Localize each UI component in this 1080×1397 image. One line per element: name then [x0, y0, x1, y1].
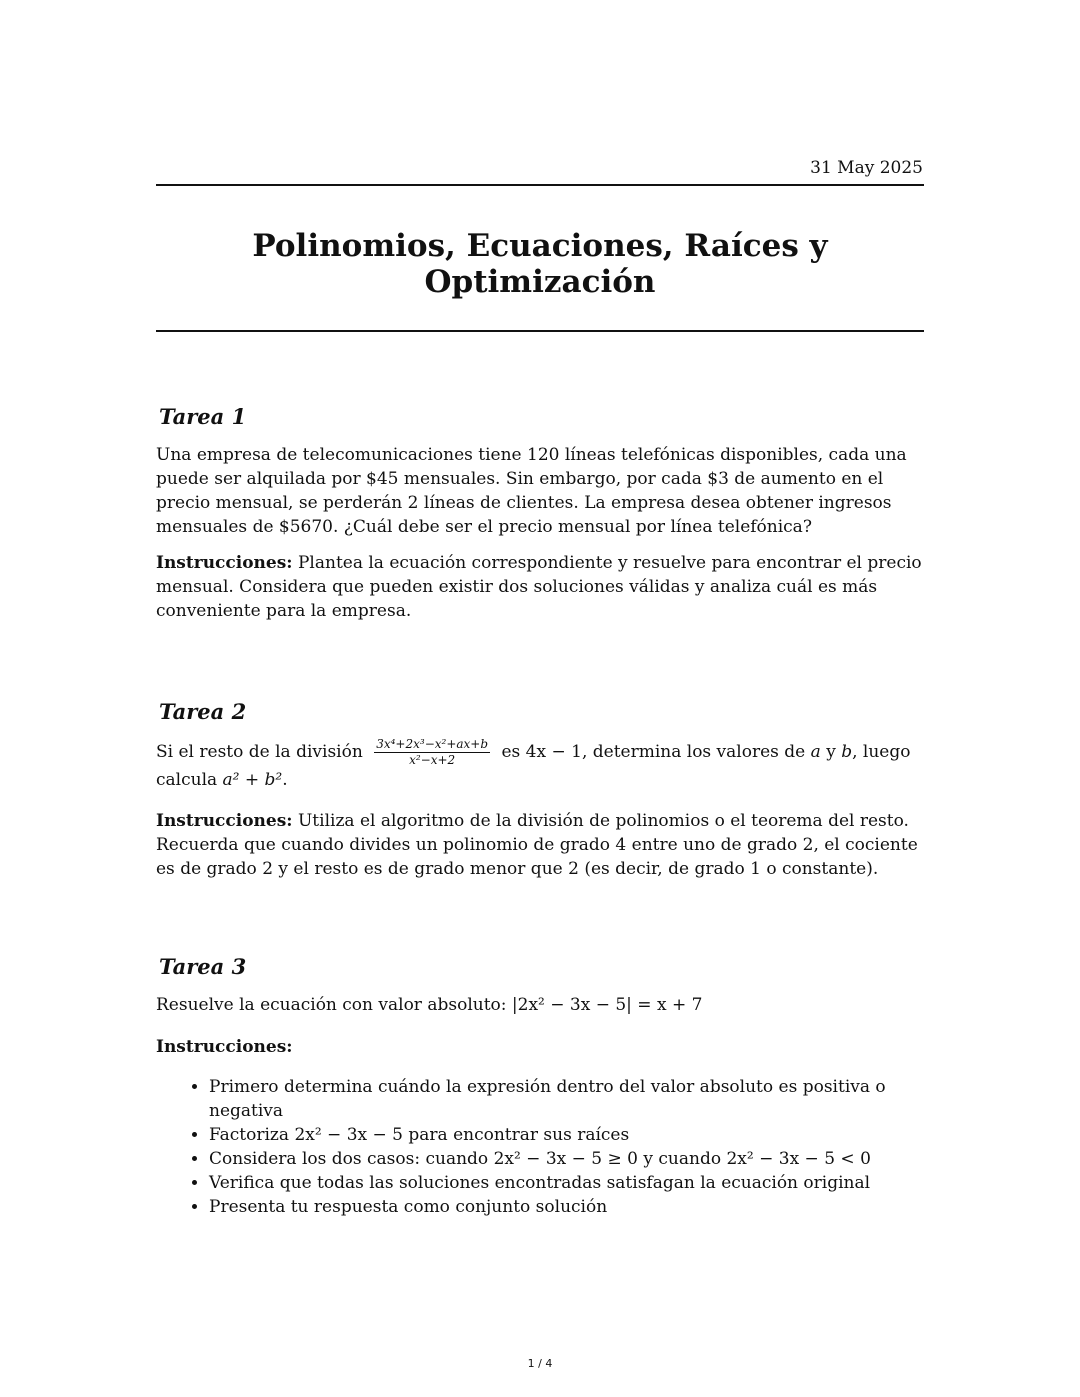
- task-3-instructions: [156, 1035, 924, 1059]
- task-1-heading: Tarea 1: [159, 404, 247, 429]
- instructions-label: Instrucciones:: [156, 811, 293, 831]
- list-item-text: Factoriza: [209, 1125, 290, 1145]
- task-2-instructions: [156, 809, 924, 881]
- instructions-list: [156, 1075, 924, 1219]
- list-item: • Presenta tu respuesta como conjunto solución: [209, 1195, 924, 1219]
- task-2-text-b: es: [501, 742, 521, 762]
- task-2-text-y: y: [826, 742, 836, 762]
- inequality-negative: 2x² − 3x − 5 < 0: [726, 1149, 871, 1169]
- task-3-body: [156, 993, 924, 1017]
- fraction-numerator: 3x⁴+2x³−x²+ax+b: [376, 737, 489, 751]
- list-item-text: y cuando: [643, 1149, 722, 1169]
- instructions-label: Instrucciones:: [156, 553, 293, 573]
- sum-of-squares-expression: a² + b²: [222, 770, 283, 790]
- fraction-denominator: x²−x+2: [409, 753, 456, 767]
- header-rule: [156, 184, 924, 186]
- polynomial-expression: 2x² − 3x − 5: [294, 1125, 403, 1145]
- absolute-value-equation: |2x² − 3x − 5| = x + 7: [511, 995, 703, 1015]
- title-rule: [156, 330, 924, 332]
- task-2-text-d: , luego calcula: [156, 742, 911, 790]
- task-1-body: Una empresa de telecomunicaciones tiene 120 líneas telefónicas disponibles, cada una puede ser alquilada por $45 mensuales. Sin embargo, por cada $3 de aumento en el precio mensual, se perderán 2 líneas de clientes. La empresa desea obtener ingresos mensuales de $5670. ¿Cuál debe ser el precio mensual por línea telefónica?: [156, 445, 907, 537]
- list-item-text: Considera los dos casos: cuando: [209, 1149, 489, 1169]
- instructions-text: Utiliza el algoritmo de la división de polinomios o el teorema del resto. Recuerda que cuando divides un polinomio de grado 4 entre uno de grado 2, el cociente es de grado 2 y el resto es de grado menor que 2 (es decir, de grado 1 o constante).: [156, 811, 918, 879]
- task-2-section: [156, 699, 924, 893]
- task-3-section: [156, 954, 924, 1219]
- remainder-expression: 4x − 1: [525, 742, 582, 762]
- inequality-nonnegative: 2x² − 3x − 5 ≥ 0: [493, 1149, 638, 1169]
- list-item: [209, 1123, 924, 1147]
- list-item-text: para encontrar sus raíces: [408, 1125, 630, 1145]
- document-date: 31 May 2025: [810, 158, 923, 178]
- document-title: Polinomios, Ecuaciones, Raíces y Optimización: [252, 228, 828, 300]
- task-2-text-end: .: [282, 770, 288, 790]
- task-2-text-a: Si el resto de la división: [156, 742, 363, 762]
- task-3-text-a: Resuelve la ecuación con valor absoluto:: [156, 995, 507, 1015]
- instructions-label: Instrucciones:: [156, 1037, 293, 1057]
- task-1-instructions: [156, 551, 924, 623]
- instructions-text: Plantea la ecuación correspondiente y resuelve para encontrar el precio mensual. Considera que pueden existir dos soluciones válidas y analiza cuál es más conveniente para la empresa.: [156, 553, 922, 621]
- variable-b: b: [841, 742, 853, 762]
- list-item: • Primero determina cuándo la expresión dentro del valor absoluto es positiva o negativa: [209, 1075, 924, 1123]
- page-number: 1 / 4: [527, 1357, 553, 1370]
- task-2-body: [156, 738, 924, 793]
- task-2-heading: Tarea 2: [159, 699, 247, 724]
- variable-a: a: [810, 742, 821, 762]
- task-1-section: [156, 404, 924, 635]
- division-fraction: [374, 738, 490, 767]
- task-2-text-c: , determina los valores de: [581, 742, 806, 762]
- list-item: • Verifica que todas las soluciones encontradas satisfagan la ecuación original: [209, 1171, 924, 1195]
- list-item: [209, 1147, 924, 1171]
- task-3-heading: Tarea 3: [159, 954, 247, 979]
